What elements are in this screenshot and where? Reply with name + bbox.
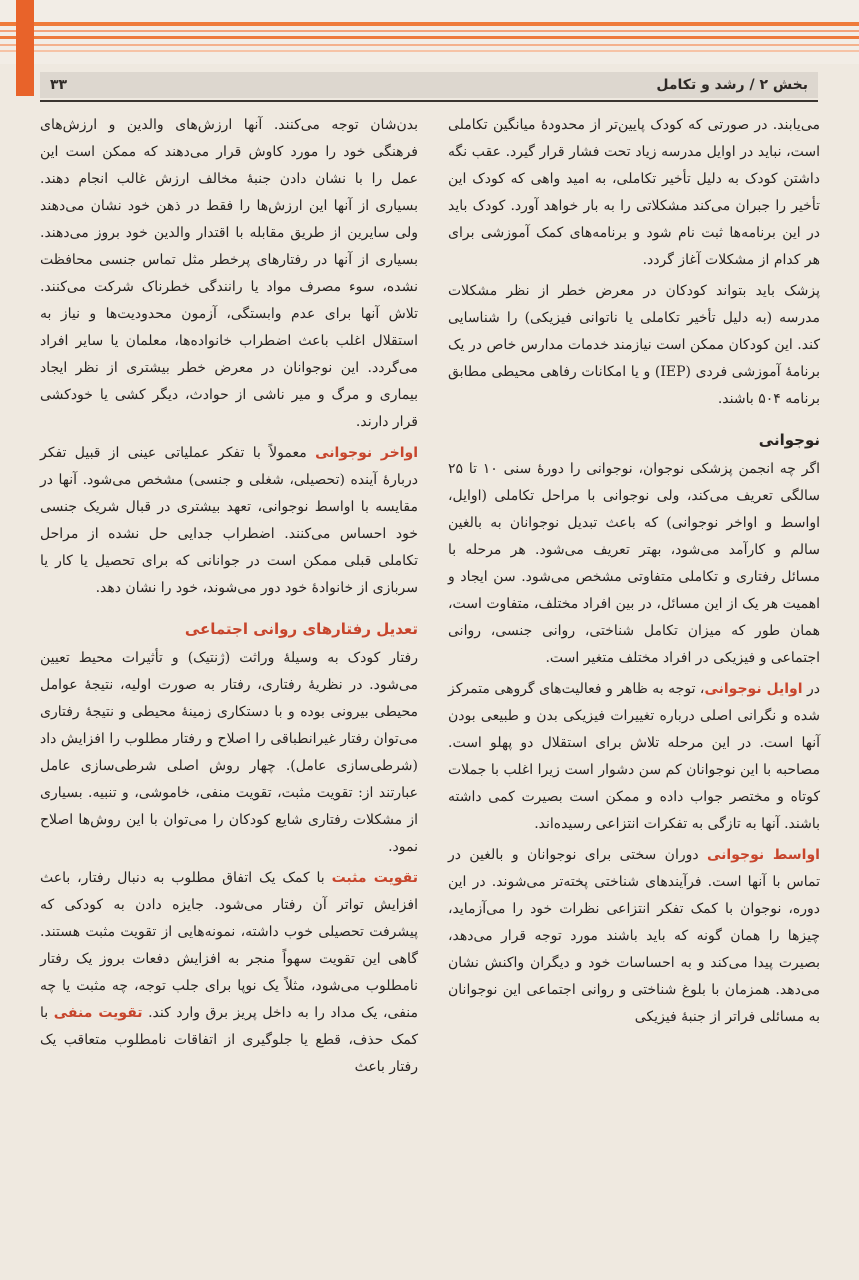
decorative-stripe xyxy=(0,22,859,26)
keyword: اواخر نوجوانی xyxy=(315,445,419,461)
paragraph: رفتار کودک به وسیلهٔ وراثت (ژنتیک) و تأثیرات محیط تعیین می‌شود. در نظریهٔ رفتاری، رفتار به صورت اولیه، نتیجهٔ عوامل محیطی بیرونی بوده و با دستکاری زمینهٔ محیطی و نتیجهٔ رفتاری می‌توان رفتار غیرانطباقی را اصلاح و رفتار مطلوب را افزایش داد (شرطی‌سازی عامل). چهار روش اصلی شرطی‌سازی عامل عبارتند از: تقویت مثبت، تقویت منفی، خاموشی، و تنبیه. بسیاری از مشکلات رفتاری شایع کودکان را می‌توان با این روش‌ها اصلاح نمود. xyxy=(40,650,418,855)
paragraph: بدن‌شان توجه می‌کنند. آنها ارزش‌های والدین و ارزش‌های فرهنگی خود را مورد کاوش قرار می‌دهند که ممکن است این عمل را با نشان دادن جنبهٔ مخالف ارزش غالب انجام دهند. بسیاری از آنها این ارزش‌ها را فقط در ذهن خود نشان می‌دهند ولی سایرین از طریق مقابله با اقتدار والدین خود بروز می‌دهند. بسیاری از آنها در رفتارهای پرخطر مثل تماس جنسی محافظت نشده، سوء مصرف مواد یا رانندگی خطرناک شرکت می‌کنند. تلاش آنها برای عدم وابستگی، آزمون محدودیت‌ها و نیاز به استقلال اغلب باعث اضطراب خانواده‌ها، معلمان یا سایر افراد می‌گردد. این نوجوانان در معرض خطر بیشتری از نظر ایجاد بیماری و مرگ و میر ناشی از حوادث، دیگر کشی یا خودکشی قرار دارند. xyxy=(40,117,419,430)
header-rule xyxy=(40,100,818,102)
text-run: ، توجه به ظاهر و فعالیت‌های گروهی متمرکز شده و نگرانی اصلی درباره تغییرات فیزیکی بدن و طبیعی بودن آنها است. در این مرحله تلاش برای استقلال دو پهلو است. مصاحبه با این نوجوانان کم سن دشوار است زیرا اغلب با جملات کوتاه و مختصر جواب داده و ممکن است بصیرت کمی داشته باشند. آنها به تازگی به تفکرات انتزاعی رسیده‌اند. xyxy=(448,681,820,832)
chapter-title: بخش ۲ / رشد و تکامل xyxy=(656,77,808,93)
text-run: دوران سختی برای نوجوانان و بالغین در تماس با آنها است. فرآیندهای شناختی پخته‌تر می‌شوند. در این دوره، نوجوان با کمک تفکر انتزاعی نظرات خود را می‌آزماید، چیزها را همان گونه که باید باشند مورد توجه قرار می‌دهد، بصیرت پیدا می‌کند و به احساسات خود و دیگران واکنش نشان می‌دهد. همزمان با بلوغ شناختی و روانی اجتماعی این نوجوانان به مسائلی فراتر از جنبهٔ فیزیکی xyxy=(448,847,820,1025)
paragraph: می‌یابند. در صورتی که کودک پایین‌تر از محدودهٔ میانگین تکاملی است، نباید در اوایل مدرسه زیاد تحت فشار قرار گیرد. عقب نگه داشتن کودک به دلیل تأخیر تکاملی، به امید واهی که کودک این تأخیر را جبران می‌کند مشکلاتی را به بار خواهد آورد. کودک باید در این برنامه‌ها ثبت نام شود و برنامه‌های کمک آموزشی برای هر کدام از مشکلات آغاز گردد. xyxy=(448,117,820,268)
running-header xyxy=(40,72,818,98)
decorative-stripe xyxy=(0,30,859,32)
decorative-stripe xyxy=(0,44,859,46)
text-run: با کمک حذف، قطع یا جلوگیری از اتفاقات نامطلوب متعاقب یک رفتار باعث xyxy=(40,1005,418,1075)
keyword: اوایل نوجوانی xyxy=(704,681,803,697)
keyword: تقویت منفی xyxy=(53,1005,143,1021)
top-band xyxy=(0,0,859,64)
paragraph xyxy=(40,440,418,602)
paragraph xyxy=(448,676,820,838)
section-heading: تعدیل رفتارهای روانی اجتماعی xyxy=(184,620,418,638)
paragraph xyxy=(40,865,418,1081)
decorative-stripe xyxy=(0,36,859,39)
keyword: تقویت مثبت xyxy=(331,870,418,886)
left-column xyxy=(40,112,418,1085)
text-run: معمولاً با تفکر عملیاتی عینی از قبیل تفکر دربارهٔ آینده (تحصیلی، شغلی و جنسی) مشخص می‌شود. آنها در مقایسه با اواسط نوجوانی، تعهد بیشتری در قبال شریک جنسی خود احساس می‌کنند. اضطراب جدایی حل نشده از مراحل تکاملی قبلی ممکن است در جوانانی که برای تحصیل یا کار یا سربازی از خانوادهٔ خود دور می‌شوند، خود را نشان دهد. xyxy=(40,445,418,596)
paragraph: اگر چه انجمن پزشکی نوجوان، نوجوانی را دورهٔ سنی ۱۰ تا ۲۵ سالگی تعریف می‌کند، ولی نوجوانی با مراحل تکاملی (اوایل، اواسط و اواخر نوجوانی) که باعث تبدیل نوجوانان به بالغین سالم و کارآمد می‌شود، بهتر تعریف می‌شود. هر مرحله با مسائل رفتاری و تکاملی متفاوتی مشخص می‌شود. سن ایجاد و اهمیت هر یک از این مسائل، در بین افراد مختلف، متفاوت است، همان طور که میزان تکامل شناختی، روانی جنسی، روانی اجتماعی و فیزیکی در افراد مختلف متغیر است. xyxy=(448,461,821,666)
keyword: اواسط نوجوانی xyxy=(706,847,820,863)
paragraph: پزشک باید بتواند کودکان در معرض خطر از نظر مشکلات مدرسه (به دلیل تأخیر تکاملی یا ناتوانی فیزیکی) را شناسایی کند. این کودکان ممکن است نیازمند خدمات مدارس خاص در یک برنامهٔ آموزشی فردی (IEP) و یا امکانات رفاهی محیطی مطابق برنامه ۵۰۴ باشند. xyxy=(448,283,820,407)
decorative-stripe xyxy=(0,50,859,52)
paragraph xyxy=(448,842,820,1031)
section-heading: نوجوانی xyxy=(758,431,820,449)
text-run: در xyxy=(802,681,820,697)
corner-tab xyxy=(16,0,34,96)
text-run: با کمک یک اتفاق مطلوب به دنبال رفتار، باعث افزایش تواتر آن رفتار می‌شود. جایزه دادن به کودکی که پیشرفت تحصیلی خوب داشته، نمونه‌هایی از تقویت مثبت هستند. گاهی این تقویت سهواً منجر به افزایش دفعات بروز یک رفتار نامطلوب می‌شود، مثلاً یک نوپا برای جلب توجه، چه مثبت یا چه منفی، یک مداد را به داخل پریز برق وارد کند. xyxy=(40,870,418,1021)
right-column xyxy=(448,112,820,1035)
page-number: ۳۳ xyxy=(50,77,68,93)
